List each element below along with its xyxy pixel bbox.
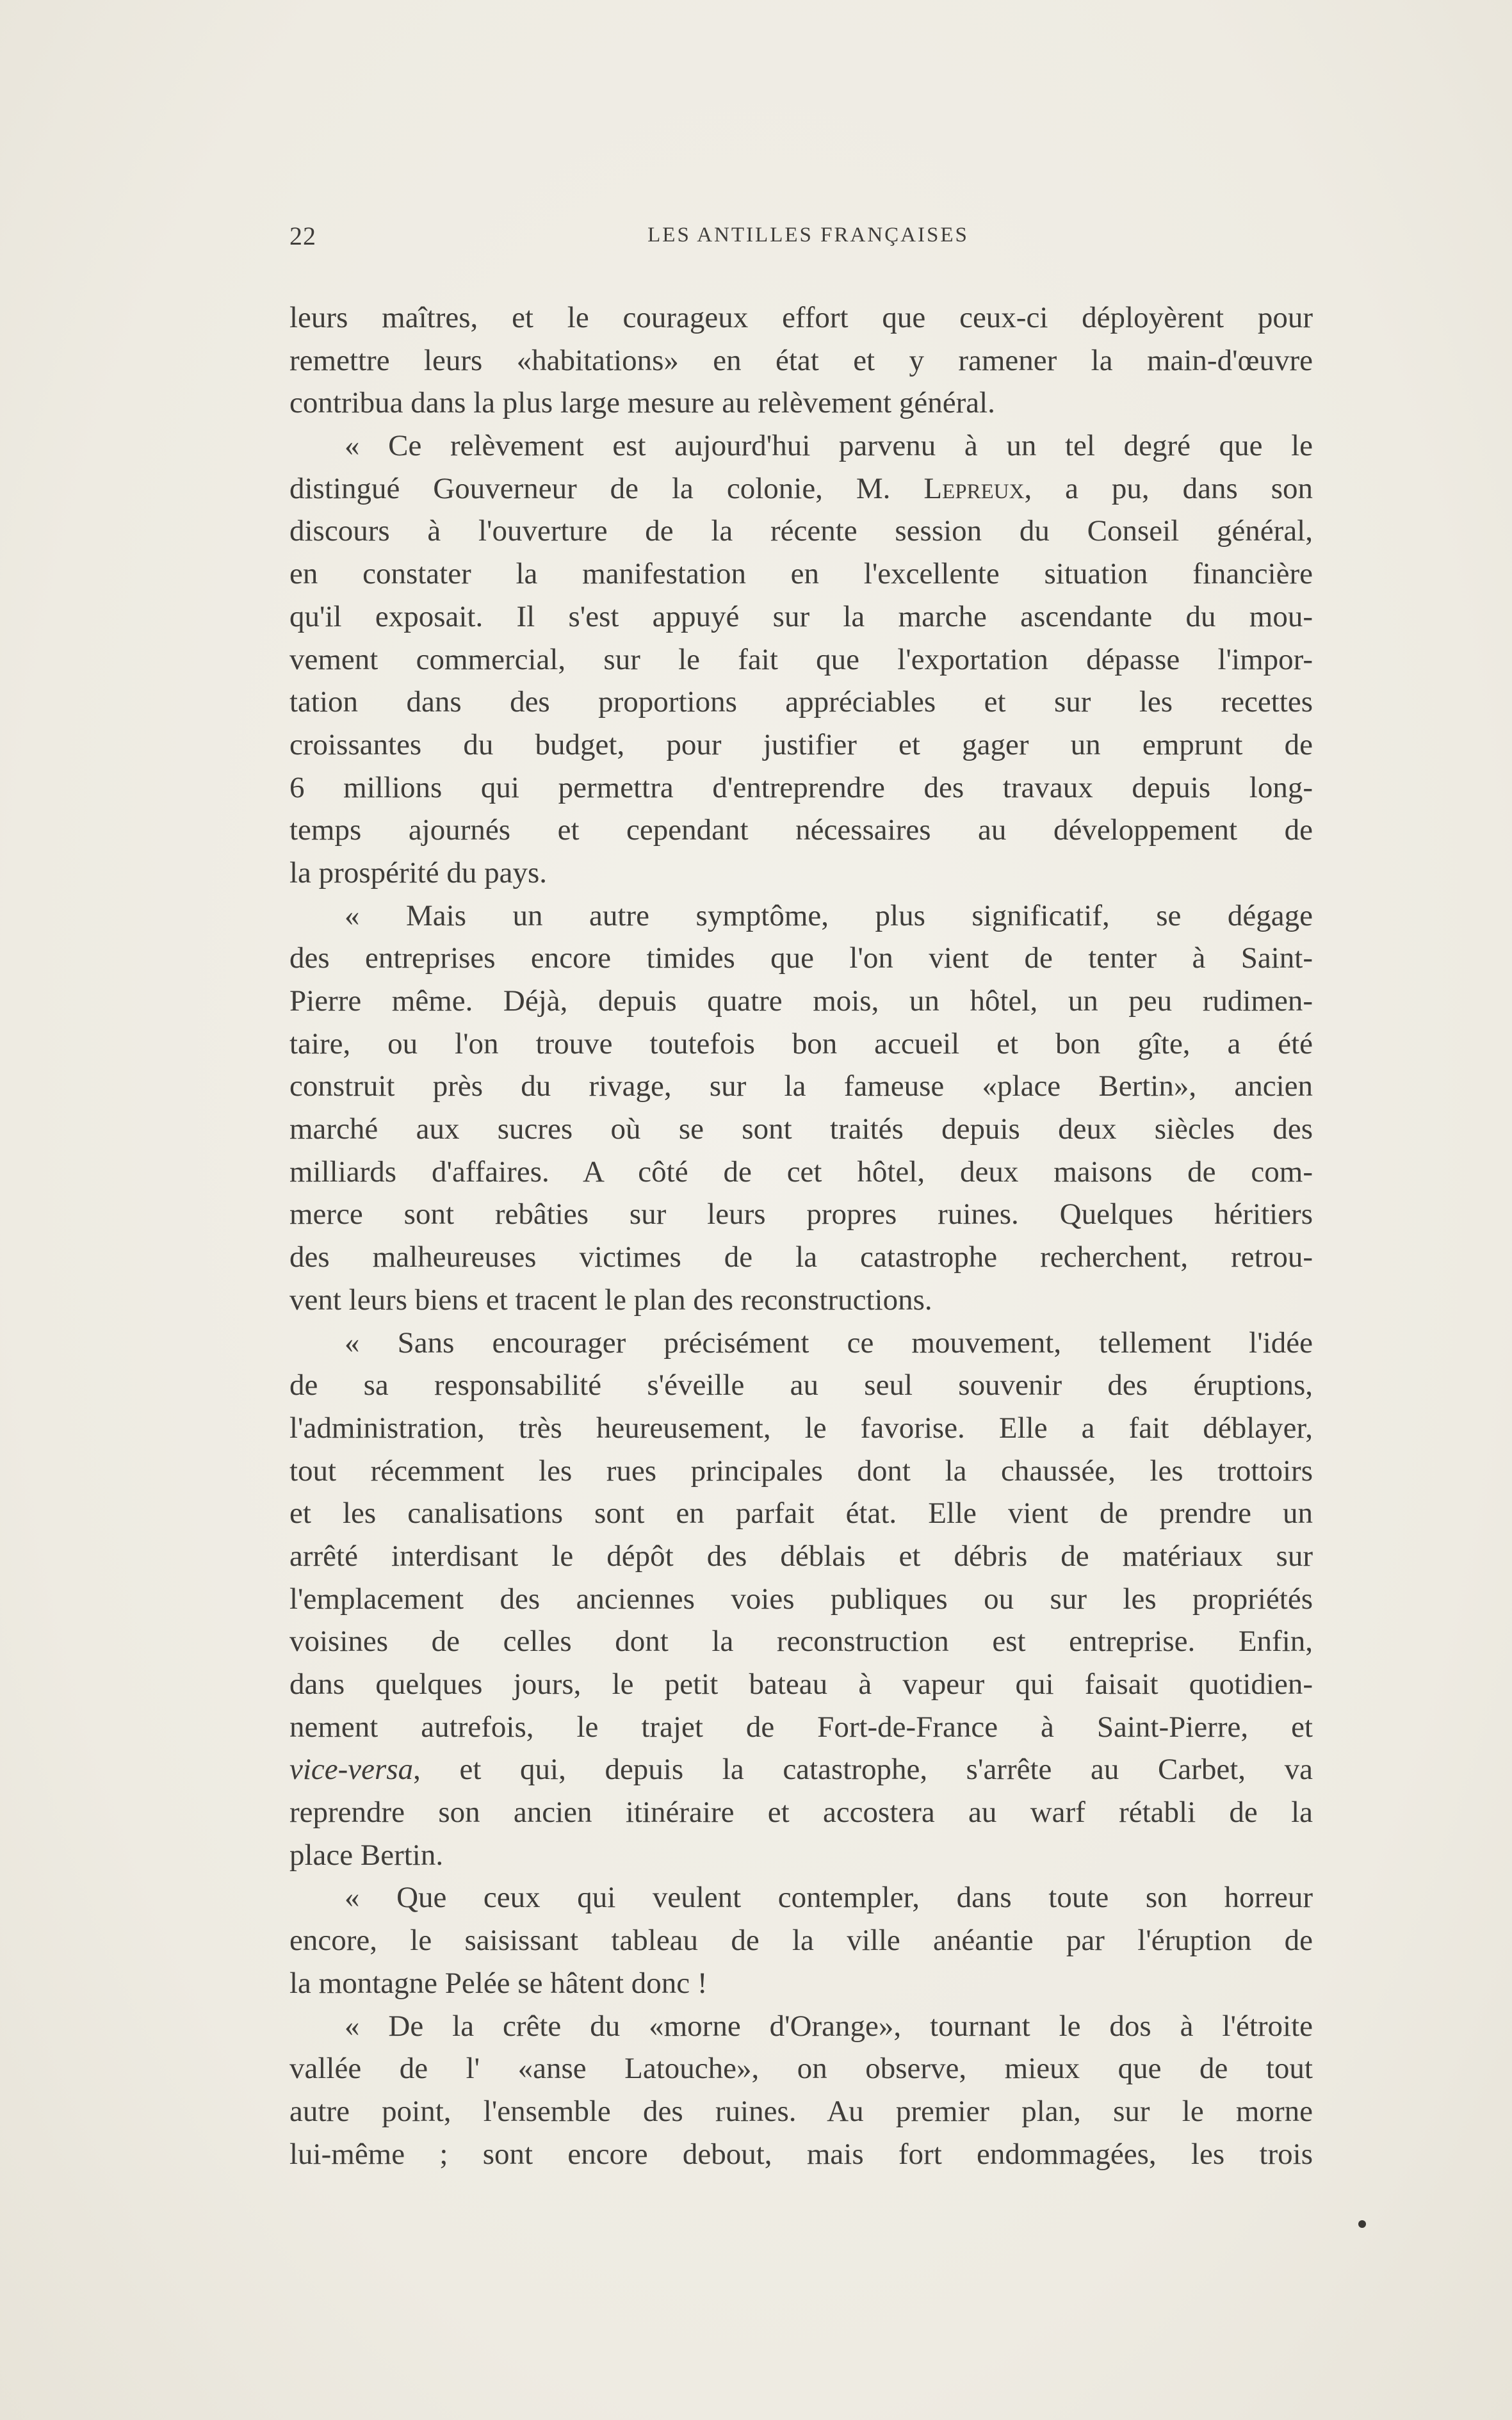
text-line: contribua dans la plus large mesure au relèvement général. (289, 386, 995, 420)
text-line: des malheureuses victimes de la catastrophe recherchent, retrou- (289, 1240, 1313, 1274)
text-segment: , et qui, depuis la catastrophe, s'arrête au Carbet, va (413, 1753, 1313, 1787)
text-line: qu'il exposait. Il s'est appuyé sur la marche ascendante du mou- (289, 599, 1313, 633)
text-line: reprendre son ancien itinéraire et accostera au warf rétabli de la (289, 1796, 1313, 1830)
text-line: « Mais un autre symptôme, plus significatif, se dégage (345, 898, 1313, 932)
text-line: « De la crête du «morne d'Orange», tournant le dos à l'étroite (345, 2009, 1313, 2043)
text-line: autre point, l'ensemble des ruines. Au premier plan, sur le morne (289, 2094, 1313, 2128)
text-line: tation dans des proportions appréciables et sur les recettes (289, 685, 1313, 719)
text-segment: distingué Gouverneur de la colonie, M. (289, 471, 891, 505)
text-line: dans quelques jours, le petit bateau à vapeur qui faisait quotidien- (289, 1668, 1313, 1701)
text-line: vement commercial, sur le fait que l'exportation dépasse l'impor- (289, 642, 1313, 676)
text-line: la prospérité du pays. (289, 856, 548, 889)
text-line: leurs maîtres, et le courageux effort que ceux-ci déployèrent pour (289, 301, 1313, 334)
body-text (289, 296, 1313, 2175)
text-line: Pierre même. Déjà, depuis quatre mois, un hôtel, un peu rudimen- (289, 984, 1313, 1018)
text-line: en constater la manifestation en l'excellente situation financière (289, 557, 1313, 591)
text-line: construit près du rivage, sur la fameuse «place Bertin», ancien (289, 1069, 1313, 1103)
text-line: « Ce relèvement est aujourd'hui parvenu à un tel degré que le (345, 429, 1313, 463)
text-line: arrêté interdisant le dépôt des déblais et débris de matériaux sur (289, 1539, 1313, 1573)
text-line (289, 467, 1313, 510)
text-line: remettre leurs «habitations» en état et y ramener la main-d'œuvre (289, 343, 1313, 377)
text-line: « Sans encourager précisément ce mouvement, tellement l'idée (345, 1326, 1313, 1360)
text-line: 6 millions qui permettra d'entreprendre des travaux depuis long- (289, 770, 1313, 804)
text-line: nement autrefois, le trajet de Fort-de-France à Saint-Pierre, et (289, 1710, 1313, 1744)
text-segment: , a pu, dans son (1024, 471, 1313, 505)
text-line: croissantes du budget, pour justifier et gager un emprunt de (289, 727, 1313, 761)
page-number: 22 (289, 222, 316, 250)
text-line: taire, ou l'on trouve toutefois bon accueil et bon gîte, a été (289, 1027, 1313, 1060)
text-line: marché aux sucres où se sont traités depuis deux siècles des (289, 1112, 1313, 1146)
text-line: des entreprises encore timides que l'on vient de tenter à Saint- (289, 941, 1313, 975)
text-line: la montagne Pelée se hâtent donc ! (289, 1966, 708, 2000)
text-line: de sa responsabilité s'éveille au seul souvenir des éruptions, (289, 1368, 1313, 1402)
text-line: merce sont rebâties sur leurs propres ruines. Quelques héritiers (289, 1198, 1313, 1231)
text-line: et les canalisations sont en parfait état. Elle vient de prendre un (289, 1497, 1313, 1531)
text-line (289, 1748, 1313, 1791)
text-line: lui-même ; sont encore debout, mais fort endommagées, les trois (289, 2137, 1313, 2171)
text-line: vent leurs biens et tracent le plan des reconstructions. (289, 1283, 932, 1317)
text-line: place Bertin. (289, 1838, 444, 1872)
text-line: discours à l'ouverture de la récente session du Conseil général, (289, 514, 1313, 548)
text-line: tout récemment les rues principales dont la chaussée, les trottoirs (289, 1454, 1313, 1488)
text-line: « Que ceux qui veulent contempler, dans toute son horreur (345, 1881, 1313, 1915)
text-line: encore, le saisissant tableau de la ville anéantie par l'éruption de (289, 1924, 1313, 1958)
text-line: voisines de celles dont la reconstruction est entreprise. Enfin, (289, 1625, 1313, 1659)
text-line: l'administration, très heureusement, le favorise. Elle a fait déblayer, (289, 1411, 1313, 1445)
governor-name: Lepreux (923, 471, 1025, 505)
text-line: vallée de l' «anse Latouche», on observe, mieux que de tout (289, 2052, 1313, 2086)
running-title: LES ANTILLES FRANÇAISES (647, 223, 969, 247)
italic-phrase: vice-versa (289, 1753, 414, 1787)
text-line: l'emplacement des anciennes voies publiques ou sur les propriétés (289, 1582, 1313, 1616)
text-line: milliards d'affaires. A côté de cet hôtel, deux maisons de com- (289, 1155, 1313, 1189)
page-header (289, 221, 1314, 259)
text-line: temps ajournés et cependant nécessaires au développement de (289, 813, 1313, 847)
ink-speck (1358, 2220, 1366, 2228)
